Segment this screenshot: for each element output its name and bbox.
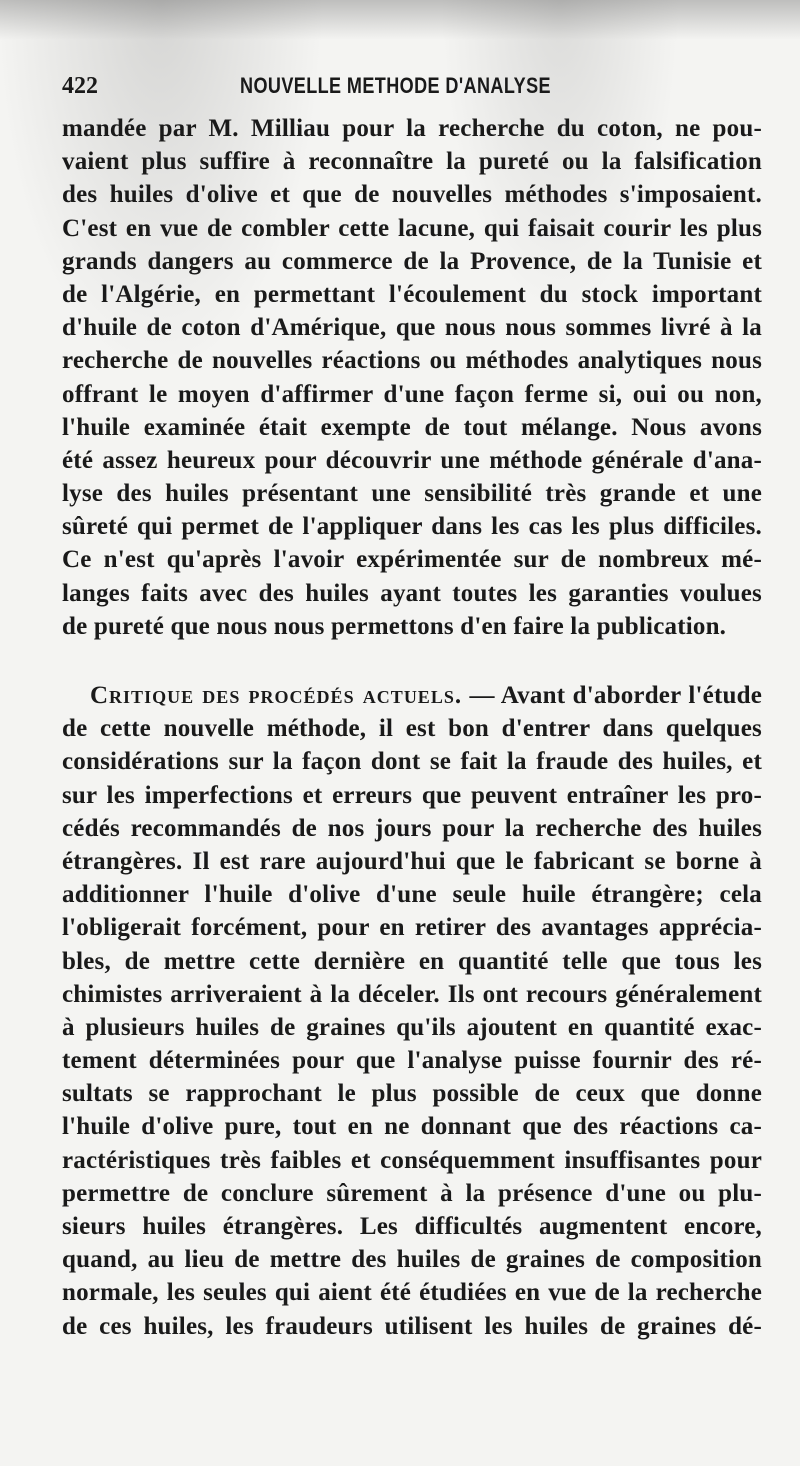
text-line: sûreté qui permet de l'appliquer dans les cas les plus difficiles. — [62, 513, 762, 541]
text-line: normale, les seules qui aient été étudiées en vue de la recherche — [62, 1279, 762, 1307]
text-line: chimistes arriveraient à la déceler. Ils ont recours généralement — [62, 980, 762, 1008]
text-line: à plusieurs huiles de graines qu'ils ajoutent en quantité exac- — [62, 1013, 762, 1041]
text-line: de pureté que nous nous permettons d'en faire la publication. — [62, 612, 727, 640]
text-line: bles, de mettre cette dernière en quantité telle que tous les — [62, 947, 762, 975]
text-line: de ces huiles, les fraudeurs utilisent les huiles de graines dé- — [62, 1312, 762, 1340]
section-first-line-text: — Avant d'aborder l'étude — [469, 682, 762, 709]
text-line: langes faits avec des huiles ayant toutes les garanties voulues — [62, 579, 762, 607]
text-line: l'huile examinée était exempte de tout mélange. Nous avons — [62, 413, 762, 441]
text-line: des huiles d'olive et que de nouvelles méthodes s'imposaient. — [62, 181, 762, 209]
text-line: offrant le moyen d'affirmer d'une façon ferme si, oui ou non, — [62, 380, 762, 408]
text-line: sur les imperfections et erreurs que peuvent entraîner les pro- — [62, 781, 762, 809]
text-line: recherche de nouvelles réactions ou méthodes analytiques nous — [62, 347, 762, 375]
section-heading: Critique des procédés actuels. — [90, 682, 463, 709]
text-line: lyse des huiles présentant une sensibilité très grande et une — [62, 480, 762, 508]
text-line: additionner l'huile d'olive d'une seule huile étrangère; cela — [62, 881, 762, 909]
text-line: de cette nouvelle méthode, il est bon d'entrer dans quelques — [62, 715, 762, 743]
scan-shadow — [0, 0, 800, 40]
paragraph-1 — [62, 112, 762, 643]
text-line: l'obligerait forcément, pour en retirer des avantages apprécia- — [62, 914, 762, 942]
text-line: de l'Algérie, en permettant l'écoulement du stock important — [62, 280, 762, 308]
text-line: quand, au lieu de mettre des huiles de graines de composition — [62, 1246, 762, 1274]
text-line: été assez heureux pour découvrir une méthode générale d'ana- — [62, 446, 762, 474]
text-line: sultats se rapprochant le plus possible de ceux que donne — [62, 1080, 762, 1108]
text-line: C'est en vue de combler cette lacune, qui faisait courir les plus — [62, 214, 762, 242]
text-line: permettre de conclure sûrement à la présence d'une ou plu- — [62, 1179, 762, 1207]
text-line: ractéristiques très faibles et conséquemment insuffisantes pour — [62, 1146, 762, 1174]
body-text — [62, 112, 762, 1343]
running-title: NOUVELLE METHODE D'ANALYSE — [240, 73, 551, 98]
text-line: d'huile de coton d'Amérique, que nous nous sommes livré à la — [62, 314, 762, 342]
text-line: cédés recommandés de nos jours pour la recherche des huiles — [62, 814, 762, 842]
page-number: 422 — [62, 73, 98, 99]
text-line: tement déterminées pour que l'analyse puisse fournir des ré- — [62, 1047, 762, 1075]
text-line: grands dangers au commerce de la Provence, de la Tunisie et — [62, 247, 762, 275]
text-line: Ce n'est qu'après l'avoir expérimentée sur de nombreux mé- — [62, 546, 762, 574]
section-first-line — [62, 679, 762, 712]
paragraph-gap — [62, 643, 762, 679]
text-line: l'huile d'olive pure, tout en ne donnant que des réactions ca- — [62, 1113, 762, 1141]
text-line: vaient plus suffire à reconnaître la pureté ou la falsification — [62, 148, 762, 176]
text-line: mandée par M. Milliau pour la recherche du coton, ne pou- — [62, 115, 762, 142]
paragraph-2 — [62, 679, 762, 1343]
text-line: étrangères. Il est rare aujourd'hui que le fabricant se borne à — [62, 847, 762, 875]
page-header — [62, 68, 762, 104]
text-line: sieurs huiles étrangères. Les difficultés augmentent encore, — [62, 1213, 762, 1240]
text-line: considérations sur la façon dont se fait la fraude des huiles, et — [62, 748, 762, 776]
